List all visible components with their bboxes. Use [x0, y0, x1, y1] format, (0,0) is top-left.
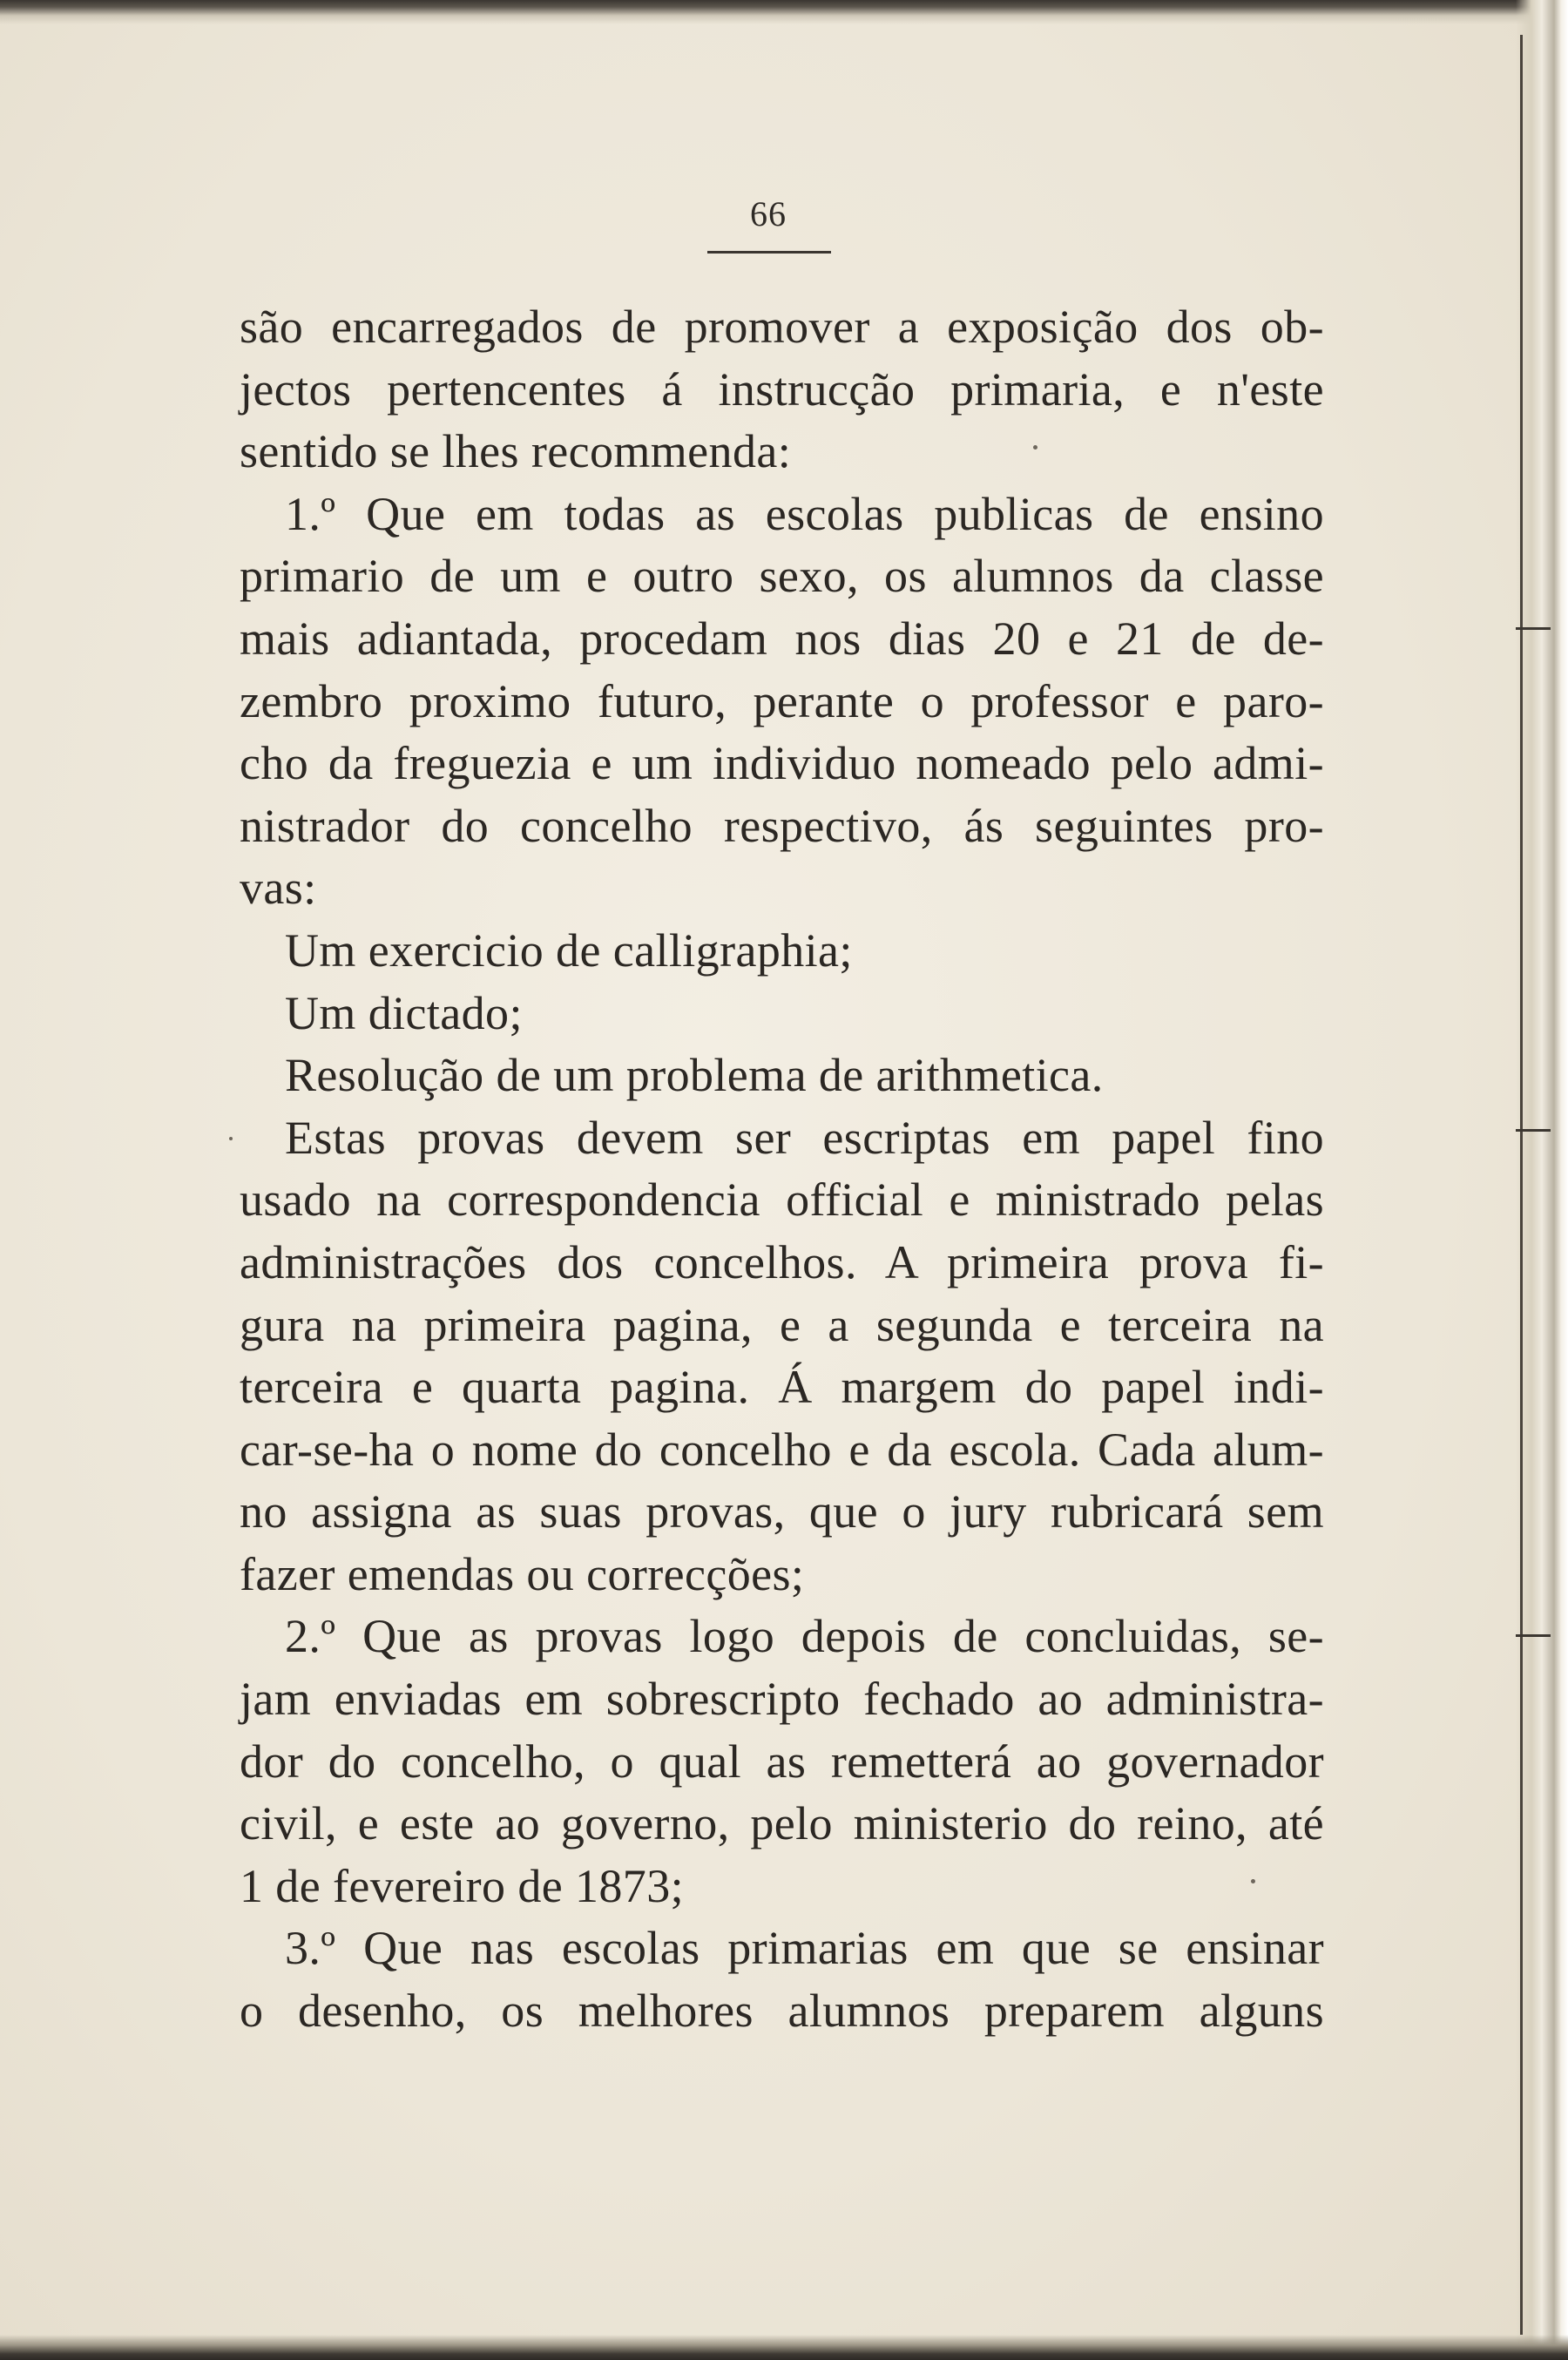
text-line: zembro proximo futuro, perante o professor e paro- — [240, 674, 1324, 727]
text-line: mais adiantada, procedam nos dias 20 e 21 de de- — [240, 612, 1324, 665]
text-line: jam enviadas em sobrescripto fechado ao administra- — [240, 1673, 1324, 1726]
text-line: vas: — [240, 862, 317, 915]
page-top-edge — [0, 0, 1568, 24]
page-right-edge — [1516, 0, 1568, 2360]
text-line: primario de um e outro sexo, os alumnos da classe — [240, 550, 1324, 603]
margin-tick — [1516, 1129, 1551, 1132]
binding-line — [1520, 35, 1523, 2335]
text-line: car-se-ha o nome do concelho e da escola. Cada alum- — [240, 1423, 1324, 1476]
text-line: 1 de fevereiro de 1873; — [240, 1859, 684, 1912]
page-number-rule — [707, 251, 831, 254]
ink-speck — [229, 1137, 233, 1140]
text-line: administrações dos concelhos. A primeira prova fi- — [240, 1235, 1324, 1288]
text-line: o desenho, os melhores alumnos preparem alguns — [240, 1985, 1324, 2038]
text-line: Um exercicio de calligraphia; — [285, 923, 853, 977]
text-line: gura na primeira pagina, e a segunda e terceira na — [240, 1298, 1324, 1351]
text-line: 2.º Que as provas logo depois de concluidas, se- — [285, 1610, 1324, 1663]
text-line: sentido se lhes recommenda: — [240, 425, 792, 478]
text-line: jectos pertencentes á instrucção primaria, e n'este — [240, 362, 1324, 416]
text-line: fazer emendas ou correcções; — [240, 1547, 805, 1600]
text-line: civil, e este ao governo, pelo ministerio do reino, até — [240, 1797, 1324, 1850]
page-number: 66 — [750, 194, 787, 233]
page-bottom-edge — [0, 2335, 1568, 2360]
text-line: nistrador do concelho respectivo, ás seguintes pro- — [240, 799, 1324, 852]
text-line: Um dictado; — [285, 986, 523, 1039]
text-line: são encarregados de promover a exposição dos ob- — [240, 301, 1324, 353]
text-line: Resolução de um problema de arithmetica. — [285, 1049, 1104, 1102]
margin-tick — [1516, 627, 1551, 630]
margin-tick — [1516, 1634, 1551, 1637]
text-line: terceira e quarta pagina. Á margem do papel indi- — [240, 1361, 1324, 1414]
text-line: 3.º Que nas escolas primarias em que se ensinar — [285, 1922, 1324, 1975]
text-line: dor do concelho, o qual as remetterá ao governador — [240, 1734, 1324, 1788]
text-line: cho da freguezia e um individuo nomeado pelo admi- — [240, 737, 1324, 790]
text-line: no assigna as suas provas, que o jury rubricará sem — [240, 1485, 1324, 1538]
text-line: 1.º Que em todas as escolas publicas de ensino — [285, 487, 1324, 540]
text-line: Estas provas devem ser escriptas em papel fino — [285, 1111, 1324, 1164]
body-text — [240, 296, 1324, 2043]
text-line: usado na correspondencia official e ministrado pelas — [240, 1173, 1324, 1227]
